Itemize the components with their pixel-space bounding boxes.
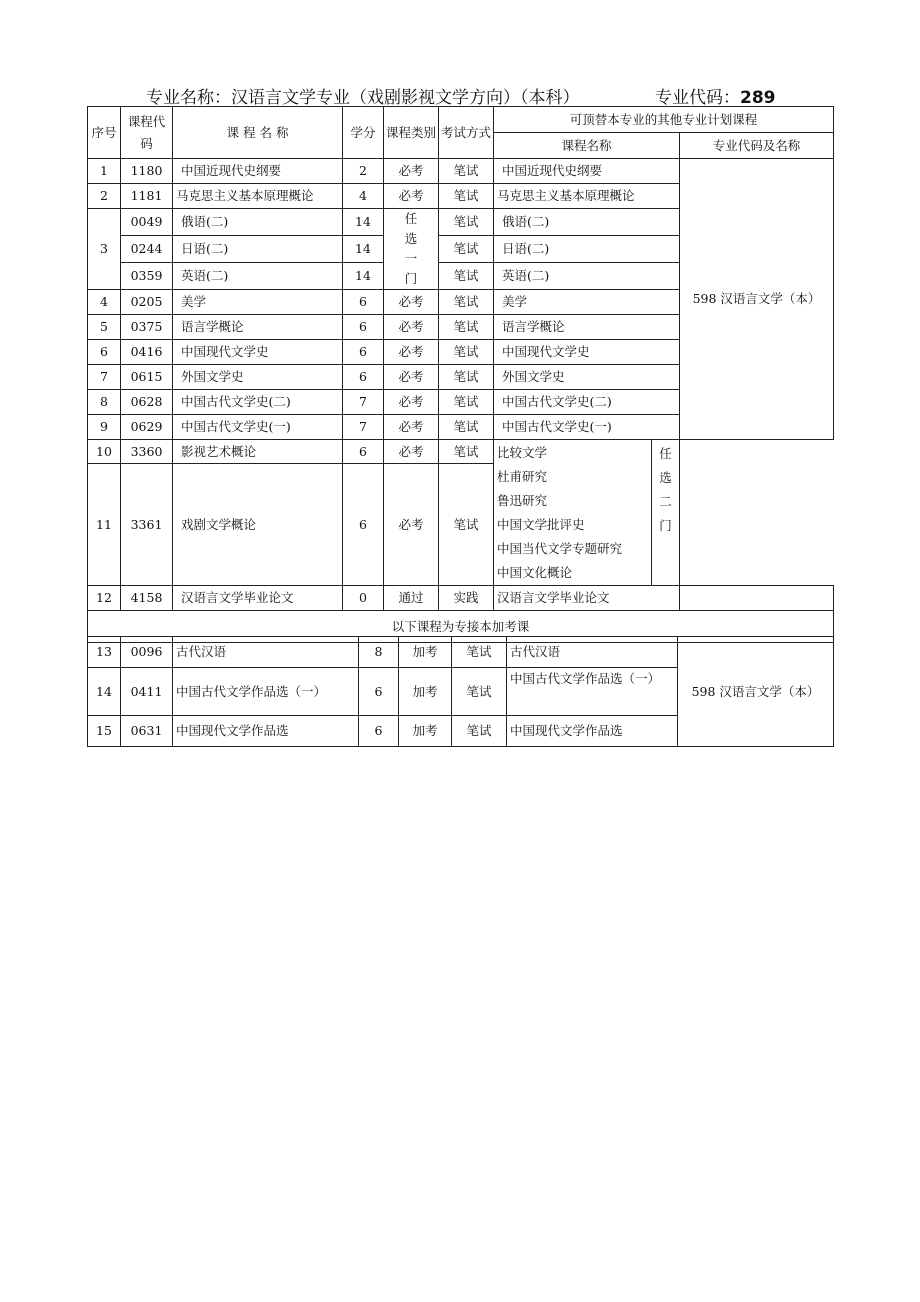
extra-course-table: [87, 636, 834, 747]
elective-course: 杜甫研究: [497, 469, 548, 484]
cell-credit: 6: [359, 716, 399, 747]
cell-exam: 笔试: [452, 637, 507, 668]
cell-name: 古代汉语: [173, 637, 359, 668]
table-row: [88, 440, 834, 464]
cell-code: 0359: [121, 263, 173, 290]
col-exam: 考试方式: [439, 107, 494, 159]
header-row: [88, 107, 834, 133]
cell-credit: 7: [343, 390, 384, 415]
cell-seq: 11: [88, 464, 121, 586]
cell-sub: 中国现代文学作品选: [507, 716, 678, 747]
cell-seq: 15: [88, 716, 121, 747]
cell-code: 1180: [121, 159, 173, 184]
cell-category: 必考: [384, 315, 439, 340]
cell-credit: 6: [343, 464, 384, 586]
cell-code: 4158: [121, 586, 173, 611]
table-row: [88, 159, 834, 184]
cell-name: 俄语(二): [173, 209, 343, 236]
cell-category: 加考: [399, 716, 452, 747]
cell-seq: 3: [88, 209, 121, 290]
major-code-value: 289: [740, 88, 776, 108]
col-code: 课程代码: [121, 107, 173, 159]
cell-sub: 古代汉语: [507, 637, 678, 668]
cell-name: 汉语言文学毕业论文: [173, 586, 343, 611]
cell-category: 必考: [384, 464, 439, 586]
cell-credit: 6: [343, 440, 384, 464]
cell-sub: 英语(二): [494, 263, 680, 290]
cell-exam: 笔试: [439, 290, 494, 315]
cell-code: 0049: [121, 209, 173, 236]
col-substitute: 可顶替本专业的其他专业计划课程: [494, 107, 834, 133]
cell-sub: 美学: [494, 290, 680, 315]
cell-credit: 6: [343, 290, 384, 315]
cell-credit: 4: [343, 184, 384, 209]
elective-label: 任选二门: [652, 440, 680, 586]
col-category: 课程类别: [384, 107, 439, 159]
cell-name: 外国文学史: [173, 365, 343, 390]
sub-major-cell: 598 汉语言文学（本）: [678, 637, 834, 747]
cell-code: 3360: [121, 440, 173, 464]
cell-exam: 笔试: [452, 716, 507, 747]
cell-seq: 5: [88, 315, 121, 340]
cell-category: 加考: [399, 668, 452, 716]
table-row: [88, 637, 834, 668]
cell-seq: 1: [88, 159, 121, 184]
table-row: [88, 464, 834, 586]
cell-name: 马克思主义基本原理概论: [173, 184, 343, 209]
cell-sub: 马克思主义基本原理概论: [494, 184, 680, 209]
cell-name: 中国近现代史纲要: [173, 159, 343, 184]
cell-seq: 4: [88, 290, 121, 315]
cell-credit: 14: [343, 263, 384, 290]
cell-exam: 笔试: [439, 263, 494, 290]
cell-seq: 9: [88, 415, 121, 440]
empty-cell: [680, 586, 834, 611]
cell-exam: 笔试: [439, 440, 494, 464]
cell-seq: 13: [88, 637, 121, 668]
cell-seq: 12: [88, 586, 121, 611]
cell-credit: 6: [359, 668, 399, 716]
cell-exam: 笔试: [439, 415, 494, 440]
cell-credit: 14: [343, 236, 384, 263]
cell-credit: 6: [343, 340, 384, 365]
cell-exam: 笔试: [439, 236, 494, 263]
cell-exam: 笔试: [439, 184, 494, 209]
cell-credit: 14: [343, 209, 384, 236]
cell-code: 0096: [121, 637, 173, 668]
cell-code: 0615: [121, 365, 173, 390]
cell-category: 必考: [384, 415, 439, 440]
cell-code: 1181: [121, 184, 173, 209]
cell-code: 0375: [121, 315, 173, 340]
cell-name: 中国古代文学史(二): [173, 390, 343, 415]
cell-exam: 笔试: [439, 209, 494, 236]
cell-sub: 外国文学史: [494, 365, 680, 390]
cell-name: 中国古代文学作品选（一）: [173, 668, 359, 716]
cell-sub: 俄语(二): [494, 209, 680, 236]
cell-seq: 10: [88, 440, 121, 464]
cell-code: 3361: [121, 464, 173, 586]
cell-category: 必考: [384, 365, 439, 390]
cell-name: 影视艺术概论: [173, 440, 343, 464]
cell-category: 必考: [384, 159, 439, 184]
cell-seq: 14: [88, 668, 121, 716]
cell-category: 任选一门: [384, 209, 439, 290]
cell-sub: 中国现代文学史: [494, 340, 680, 365]
cell-credit: 6: [343, 365, 384, 390]
cell-exam: 实践: [439, 586, 494, 611]
cell-category: 通过: [384, 586, 439, 611]
cell-code: 0628: [121, 390, 173, 415]
cell-sub: 中国古代文学史(一): [494, 415, 680, 440]
cell-credit: 8: [359, 637, 399, 668]
cell-category: 必考: [384, 340, 439, 365]
cell-credit: 2: [343, 159, 384, 184]
cell-credit: 0: [343, 586, 384, 611]
cell-sub: 日语(二): [494, 236, 680, 263]
major-code: 专业代码：289: [655, 88, 776, 108]
table-row: [88, 586, 834, 611]
cell-code: 0205: [121, 290, 173, 315]
cell-credit: 7: [343, 415, 384, 440]
cell-name: 中国现代文学作品选: [173, 716, 359, 747]
cell-sub: 语言学概论: [494, 315, 680, 340]
sub-major-cell: 598 汉语言文学（本）: [680, 159, 834, 440]
elective-course: 中国文化概论: [497, 565, 573, 580]
cell-exam: 笔试: [439, 390, 494, 415]
elective-courses: [494, 440, 652, 586]
cell-seq: 6: [88, 340, 121, 365]
cell-code: 0416: [121, 340, 173, 365]
cell-seq: 8: [88, 390, 121, 415]
col-sub-name: 课程名称: [494, 133, 680, 159]
cell-exam: 笔试: [439, 340, 494, 365]
elective-course: 中国当代文学专题研究: [497, 541, 623, 556]
cell-seq: 2: [88, 184, 121, 209]
cell-code: 0244: [121, 236, 173, 263]
cell-exam: 笔试: [439, 159, 494, 184]
cell-exam: 笔试: [452, 668, 507, 716]
cell-category: 必考: [384, 184, 439, 209]
cell-code: 0629: [121, 415, 173, 440]
cell-name: 美学: [173, 290, 343, 315]
cell-seq: 7: [88, 365, 121, 390]
cell-name: 日语(二): [173, 236, 343, 263]
course-table: [87, 106, 834, 643]
cell-name: 语言学概论: [173, 315, 343, 340]
cell-code: 0411: [121, 668, 173, 716]
col-name: 课 程 名 称: [173, 107, 343, 159]
cell-credit: 6: [343, 315, 384, 340]
cell-category: 必考: [384, 290, 439, 315]
cell-name: 英语(二): [173, 263, 343, 290]
cell-sub: 中国近现代史纲要: [494, 159, 680, 184]
extra-section-title: 以下课程为专接本加考课: [88, 611, 834, 643]
cell-exam: 笔试: [439, 365, 494, 390]
cell-name: 中国古代文学史(一): [173, 415, 343, 440]
cell-sub: 汉语言文学毕业论文: [494, 586, 680, 611]
cell-exam: 笔试: [439, 464, 494, 586]
document-title: [0, 83, 920, 107]
major-name: 专业名称：汉语言文学专业（戏剧影视文学方向）（本科）: [146, 88, 580, 108]
elective-course: 鲁迅研究: [497, 493, 548, 508]
cell-exam: 笔试: [439, 315, 494, 340]
col-seq: 序号: [88, 107, 121, 159]
col-sub-major: 专业代码及名称: [680, 133, 834, 159]
cell-sub: 中国古代文学作品选（一）: [507, 668, 678, 716]
col-credit: 学分: [343, 107, 384, 159]
cell-category: 必考: [384, 440, 439, 464]
elective-course: 比较文学: [497, 445, 548, 460]
cell-category: 必考: [384, 390, 439, 415]
cell-sub: 中国古代文学史(二): [494, 390, 680, 415]
cell-category: 加考: [399, 637, 452, 668]
cell-name: 中国现代文学史: [173, 340, 343, 365]
cell-code: 0631: [121, 716, 173, 747]
elective-course: 中国文学批评史: [497, 517, 585, 532]
cell-name: 戏剧文学概论: [173, 464, 343, 586]
